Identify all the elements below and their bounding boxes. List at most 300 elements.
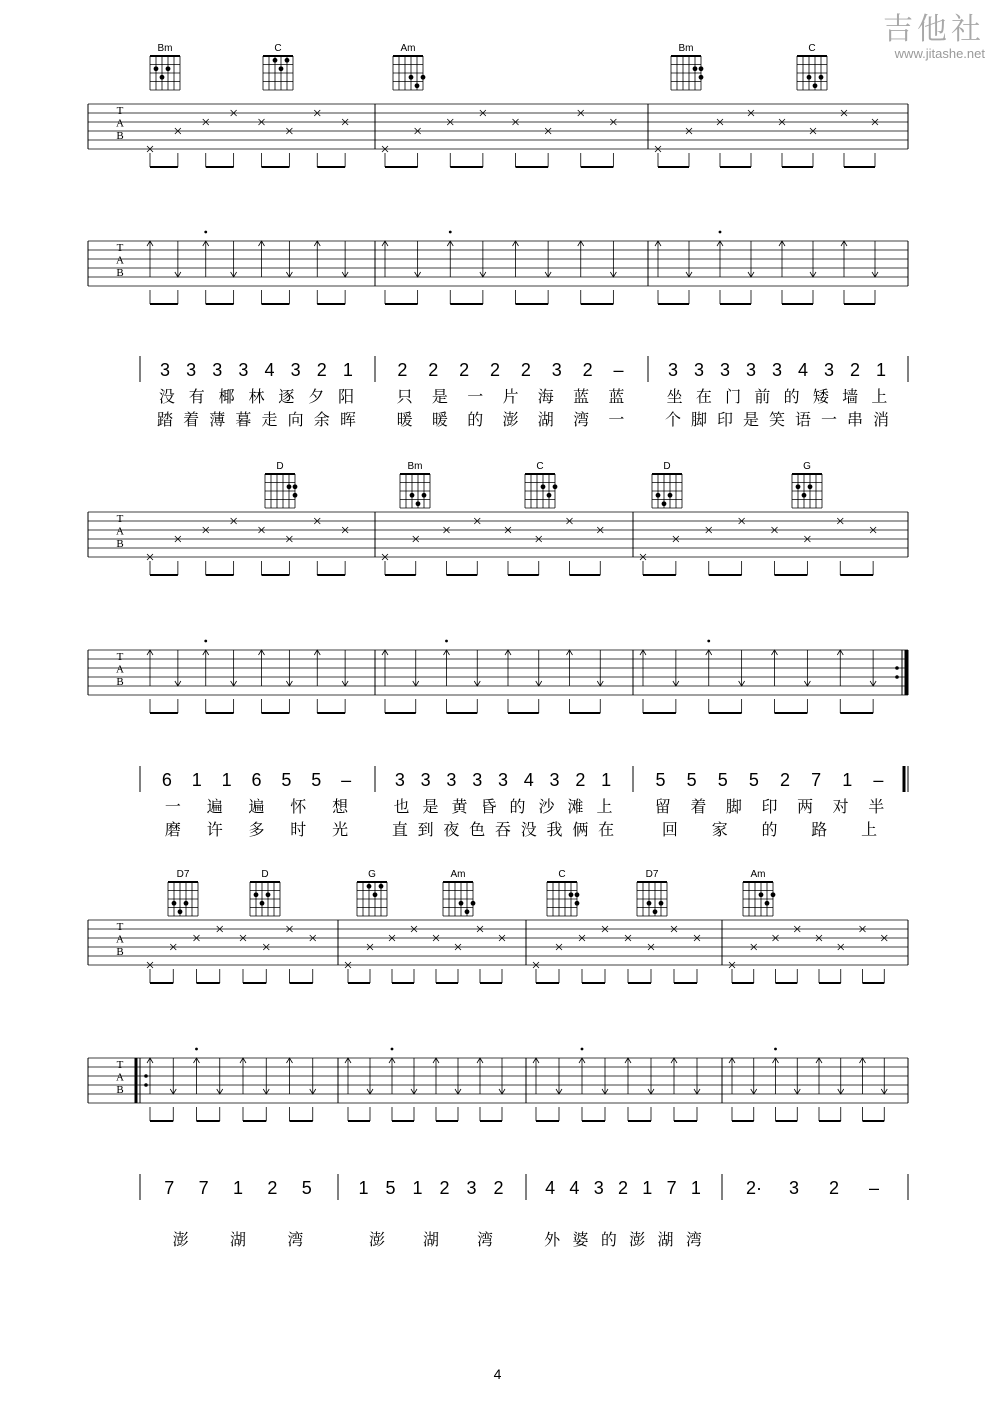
lyric-line2: 路: [811, 820, 828, 839]
jianpu-note: 2: [828, 1178, 840, 1198]
lyric-line2: 多: [248, 820, 265, 839]
lyric-line2: 湾: [573, 410, 590, 429]
jianpu-note: –: [341, 770, 352, 790]
lyric-line2: 一: [608, 410, 625, 429]
jianpu-note: 3: [212, 360, 223, 380]
finger-dot: [373, 892, 378, 897]
lyric-line1: 一: [164, 797, 181, 816]
lyric-line1: 澎: [629, 1230, 646, 1249]
chord-name: Bm: [407, 461, 423, 472]
finger-dot: [273, 58, 278, 63]
finger-dot: [409, 75, 414, 80]
tab-letter: A: [116, 254, 124, 267]
lyric-line1: 对: [832, 797, 849, 816]
jianpu-note: 1: [232, 1178, 244, 1198]
chord-name: D: [261, 869, 269, 880]
lyric-line2: 串: [846, 410, 864, 429]
lyric-line1: 蓝: [573, 387, 590, 406]
lyric-line1: 滩: [567, 797, 584, 816]
lyric-line2: 印: [716, 410, 734, 429]
finger-dot: [808, 484, 813, 489]
lyric-line2: 俩: [572, 820, 589, 839]
jianpu-note: 5: [655, 770, 666, 790]
lyric-line1: 也: [393, 797, 410, 816]
tab-letter: T: [116, 1059, 124, 1071]
lyric-line2: 语: [794, 410, 812, 429]
jianpu-note: 2: [439, 1178, 450, 1198]
chord-diagram-bm: [150, 43, 180, 90]
chord-name: C: [536, 461, 544, 472]
finger-dot: [656, 493, 661, 498]
jianpu-note: 1: [875, 360, 887, 380]
strum-pattern: [147, 231, 878, 304]
finger-dot: [172, 901, 177, 906]
chord-diagram-c: [525, 461, 557, 508]
tab-staff: [88, 104, 908, 149]
tab-staff: [88, 920, 908, 965]
lyric-line1: 海: [537, 387, 554, 406]
lyric-line1: 留: [654, 797, 671, 816]
finger-dot: [699, 75, 704, 80]
lyric-line2: 家: [711, 820, 728, 839]
jianpu-note: 7: [811, 770, 822, 790]
numbered-notation-row: [140, 356, 908, 429]
lyric-line2: 的: [761, 820, 778, 839]
lyric-line2: 着: [183, 410, 200, 429]
jianpu-note: 2: [575, 770, 586, 790]
jianpu-note: 3: [472, 770, 483, 790]
lyric-line2: 暮: [235, 410, 252, 429]
jianpu-note: 7: [164, 1178, 175, 1198]
repeat-dot: [895, 675, 899, 679]
chord-diagram-c: [547, 869, 579, 916]
finger-dot: [260, 901, 265, 906]
jianpu-note: 6: [161, 770, 172, 790]
strum-pattern: [147, 1048, 887, 1121]
lyric-line2: 一: [820, 410, 838, 429]
jianpu-note: 4: [523, 770, 534, 790]
lyric-line1: 湖: [422, 1230, 440, 1249]
chord-diagram-am: [393, 43, 425, 90]
chord-name: C: [274, 43, 282, 54]
accent-dot: [707, 640, 710, 643]
finger-dot: [765, 901, 770, 906]
lyric-line1: 片: [502, 387, 519, 406]
finger-dot: [699, 66, 704, 71]
lyric-line1: 是: [422, 797, 439, 816]
jianpu-note: 1: [358, 1178, 369, 1198]
finger-dot: [802, 493, 807, 498]
jianpu-note: 7: [666, 1178, 677, 1198]
jianpu-note: 6: [251, 770, 262, 790]
lyric-line2: 色: [469, 820, 486, 839]
tab-letter: B: [116, 946, 124, 959]
chord-name: Am: [400, 43, 416, 54]
jianpu-note: 3: [238, 360, 249, 380]
accent-dot: [449, 231, 452, 234]
finger-dot: [819, 75, 824, 80]
lyric-line2: 湖: [537, 410, 554, 429]
lyric-line1: 湖: [657, 1230, 674, 1249]
chord-diagram-d7: [168, 869, 198, 916]
lyric-line2: 我: [546, 820, 563, 839]
jianpu-note: 3: [771, 360, 783, 380]
lyric-line1: 的: [509, 797, 526, 816]
finger-dot: [659, 901, 664, 906]
lyric-line2: 是: [742, 410, 760, 429]
chord-diagram-c: [797, 43, 827, 90]
jianpu-note: 2: [459, 360, 470, 380]
jianpu-note: 3: [186, 360, 197, 380]
lyric-line1: 墙: [842, 387, 859, 406]
lyric-line1: 是: [431, 387, 448, 406]
jianpu-note: 2: [316, 360, 327, 380]
finger-dot: [410, 493, 415, 498]
jianpu-note: 3: [466, 1178, 477, 1198]
jianpu-note: 4: [797, 360, 809, 380]
lyric-line1: 澎: [368, 1230, 386, 1249]
jianpu-note: 5: [686, 770, 697, 790]
tab-letter: T: [116, 105, 124, 117]
jianpu-note: 4: [264, 360, 275, 380]
lyric-line1: 林: [248, 387, 265, 406]
jianpu-note: –: [868, 1178, 880, 1198]
lyric-line1: 着: [690, 797, 707, 816]
chord-name: D7: [176, 869, 190, 880]
jianpu-note: 2: [267, 1178, 278, 1198]
jianpu-note: –: [873, 770, 884, 790]
finger-dot: [575, 901, 580, 906]
jianpu-note: 2·: [745, 1178, 763, 1198]
lyric-line2: 薄: [209, 410, 226, 429]
repeat-dot: [144, 1083, 148, 1087]
jianpu-note: 3: [823, 360, 835, 380]
jianpu-note: 3: [719, 360, 731, 380]
lyric-line1: 湾: [287, 1230, 304, 1249]
chord-diagram-d: [652, 461, 682, 508]
numbered-notation-row: [140, 766, 908, 839]
lyric-line1: 只: [396, 387, 413, 406]
chord-name: G: [368, 869, 376, 880]
finger-dot: [653, 909, 658, 914]
numbered-notation-row: [140, 1174, 908, 1249]
finger-dot: [422, 493, 427, 498]
finger-dot: [668, 493, 673, 498]
chord-name: Bm: [157, 43, 173, 54]
jianpu-note: 5: [311, 770, 322, 790]
picking-pattern: [147, 110, 878, 167]
jianpu-note: 5: [748, 770, 759, 790]
chord-diagram-am: [443, 869, 475, 916]
lyric-line2: 暖: [431, 410, 448, 429]
finger-dot: [367, 884, 372, 889]
tab-letter: T: [116, 921, 124, 933]
jianpu-note: 2: [617, 1178, 629, 1198]
chord-diagram-g: [357, 869, 387, 916]
finger-dot: [160, 75, 165, 80]
chord-name: D: [663, 461, 671, 472]
lyric-line1: 上: [871, 387, 888, 406]
lyric-line1: 想: [332, 797, 349, 816]
lyric-line2: 消: [872, 410, 890, 429]
lyric-line2: 夜: [443, 820, 460, 839]
jianpu-note: 2: [849, 360, 861, 380]
lyric-line1: 半: [868, 797, 885, 816]
accent-dot: [204, 640, 207, 643]
chord-diagram-c: [263, 43, 293, 90]
lyric-line2: 个: [664, 410, 682, 429]
finger-dot: [379, 884, 384, 889]
lyric-line1: 矮: [812, 387, 829, 406]
lyric-line1: 怀: [290, 797, 307, 816]
finger-dot: [178, 909, 183, 914]
watermark: [883, 4, 985, 61]
tab-letter: B: [116, 538, 124, 551]
chord-name: C: [558, 869, 566, 880]
tab-staff: [88, 650, 908, 695]
tab-letter: T: [116, 513, 124, 525]
finger-dot: [287, 484, 292, 489]
lyric-line1: 门: [725, 387, 742, 406]
lyric-line1: 两: [797, 797, 814, 816]
jianpu-note: 3: [549, 770, 560, 790]
finger-dot: [415, 83, 420, 88]
lyric-line1: 夕: [308, 387, 325, 406]
lyric-line2: 澎: [502, 410, 519, 429]
chord-name: Am: [750, 869, 766, 880]
jianpu-note: 1: [342, 360, 353, 380]
finger-dot: [647, 901, 652, 906]
finger-dot: [285, 58, 290, 63]
jianpu-note: 2: [582, 360, 593, 380]
lyric-line1: 黄: [451, 797, 468, 816]
lyric-line2: 直: [391, 820, 408, 839]
accent-dot: [391, 1048, 394, 1051]
tab-letter: A: [116, 525, 124, 538]
lyric-line1: 蓝: [608, 387, 625, 406]
picking-pattern: [147, 518, 876, 575]
chord-name: G: [803, 461, 811, 472]
repeat-dot: [895, 666, 899, 670]
chord-diagram-d: [265, 461, 297, 508]
accent-dot: [445, 640, 448, 643]
finger-dot: [266, 892, 271, 897]
finger-dot: [166, 66, 171, 71]
tab-letter: T: [116, 242, 124, 254]
lyric-line1: 湾: [685, 1230, 702, 1249]
jianpu-note: 2: [490, 360, 501, 380]
lyric-line1: 外: [544, 1230, 561, 1249]
lyric-line2: 余: [313, 410, 330, 429]
lyric-line2: 上: [861, 820, 878, 839]
repeat-dot: [144, 1074, 148, 1078]
jianpu-note: 3: [551, 360, 562, 380]
jianpu-note: 3: [497, 770, 509, 790]
lyric-line1: 遍: [206, 797, 223, 816]
picking-pattern: [147, 926, 887, 983]
finger-dot: [184, 901, 189, 906]
lyric-line2: 光: [332, 820, 349, 839]
tab-letter: B: [116, 1084, 124, 1097]
finger-dot: [662, 501, 667, 506]
jianpu-note: 5: [281, 770, 292, 790]
lyric-line1: 坐: [666, 387, 683, 406]
lyric-line1: 的: [783, 387, 800, 406]
jianpu-note: 2: [493, 1178, 504, 1198]
jianpu-note: 1: [412, 1178, 423, 1198]
finger-dot: [693, 66, 698, 71]
jianpu-note: 2: [520, 360, 531, 380]
jianpu-note: 4: [545, 1178, 556, 1198]
lyric-line2: 没: [520, 820, 537, 839]
jianpu-note: 5: [717, 770, 728, 790]
tab-letter: B: [116, 676, 124, 689]
finger-dot: [154, 66, 159, 71]
jianpu-note: 5: [385, 1178, 396, 1198]
lyric-line1: 有: [188, 387, 205, 406]
lyric-line2: 走: [261, 410, 278, 429]
lyric-line1: 一: [467, 387, 484, 406]
jianpu-note: 4: [569, 1178, 580, 1198]
jianpu-note: 1: [842, 770, 853, 790]
lyric-line2: 吞: [494, 820, 512, 839]
lyric-line1: 澎: [172, 1230, 189, 1249]
lyric-line2: 暖: [396, 410, 413, 429]
tab-letter: A: [116, 663, 124, 676]
chord-name: Bm: [678, 43, 694, 54]
chord-diagram-bm: [400, 461, 430, 508]
lyric-line1: 脚: [725, 797, 742, 816]
finger-dot: [796, 484, 801, 489]
jianpu-note: 3: [693, 360, 705, 380]
jianpu-note: 1: [601, 770, 612, 790]
jianpu-note: 1: [642, 1178, 653, 1198]
chord-diagram-g: [792, 461, 822, 508]
jianpu-note: 3: [667, 360, 679, 380]
tab-staff: [88, 512, 908, 557]
finger-dot: [293, 484, 298, 489]
finger-dot: [293, 493, 298, 498]
finger-dot: [813, 83, 818, 88]
finger-dot: [541, 484, 546, 489]
lyric-line2: 的: [467, 410, 484, 429]
tab-letter: T: [116, 651, 124, 663]
finger-dot: [465, 909, 470, 914]
chord-name: Am: [450, 869, 466, 880]
lyric-line2: 笑: [768, 410, 786, 429]
jianpu-note: 3: [745, 360, 757, 380]
jianpu-note: 3: [290, 360, 301, 380]
lyric-line1: 的: [600, 1230, 617, 1249]
lyric-line1: 沙: [538, 797, 555, 816]
lyric-line2: 磨: [164, 820, 181, 839]
finger-dot: [569, 892, 574, 897]
finger-dot: [421, 75, 426, 80]
chord-name: C: [808, 43, 816, 54]
chord-diagram-d: [250, 869, 280, 916]
finger-dot: [771, 892, 776, 897]
lyric-line1: 没: [158, 387, 175, 406]
finger-dot: [416, 501, 421, 506]
lyric-line1: 湾: [476, 1230, 494, 1249]
finger-dot: [807, 75, 812, 80]
lyric-line1: 印: [761, 797, 778, 816]
lyric-line2: 在: [598, 820, 615, 839]
jianpu-note: 5: [301, 1178, 312, 1198]
tab-staff: [88, 241, 908, 286]
lyric-line2: 回: [661, 820, 678, 839]
accent-dot: [204, 231, 207, 234]
finger-dot: [254, 892, 259, 897]
chord-diagram-bm: [671, 43, 703, 90]
lyric-line1: 逐: [278, 387, 295, 406]
jianpu-note: 3: [593, 1178, 604, 1198]
lyric-line1: 湖: [229, 1230, 247, 1249]
finger-dot: [279, 66, 284, 71]
jianpu-note: 1: [191, 770, 202, 790]
tab-letter: B: [116, 267, 124, 280]
lyric-line2: 向: [287, 410, 304, 429]
jianpu-note: 7: [198, 1178, 209, 1198]
accent-dot: [719, 231, 722, 234]
watermark-logo: 吉他社: [883, 12, 985, 47]
chord-name: D7: [645, 869, 659, 880]
finger-dot: [547, 493, 552, 498]
lyric-line1: 上: [596, 797, 613, 816]
finger-dot: [553, 484, 558, 489]
page-number: 4: [493, 1366, 502, 1382]
lyric-line1: 阳: [338, 387, 355, 406]
lyric-line2: 时: [290, 820, 307, 839]
finger-dot: [575, 892, 580, 897]
jianpu-note: 3: [788, 1178, 800, 1198]
lyric-line1: 椰: [218, 387, 235, 406]
lyric-line2: 脚: [690, 410, 708, 429]
jianpu-note: 2: [780, 770, 791, 790]
jianpu-note: 3: [420, 770, 431, 790]
lyric-line1: 婆: [572, 1230, 589, 1249]
jianpu-note: 1: [221, 770, 232, 790]
accent-dot: [581, 1048, 584, 1051]
jianpu-note: 3: [394, 770, 405, 790]
jianpu-note: 3: [160, 360, 171, 380]
jianpu-note: 2: [397, 360, 408, 380]
tab-staff: [88, 1058, 908, 1103]
tab-letter: A: [116, 117, 124, 130]
lyric-line1: 在: [695, 387, 712, 406]
finger-dot: [459, 901, 464, 906]
lyric-line1: 前: [754, 387, 771, 406]
jianpu-note: 3: [446, 770, 457, 790]
accent-dot: [195, 1048, 198, 1051]
finger-dot: [759, 892, 764, 897]
chord-diagram-am: [743, 869, 775, 916]
jianpu-note: –: [613, 360, 624, 380]
tab-letter: A: [116, 1071, 124, 1084]
chord-name: D: [276, 461, 284, 472]
lyric-line2: 到: [417, 820, 434, 839]
lyric-line2: 踏: [157, 410, 174, 429]
chord-diagram-d7: [637, 869, 667, 916]
lyric-line2: 晖: [339, 410, 356, 429]
tab-letter: A: [116, 933, 124, 946]
jianpu-note: 2: [428, 360, 439, 380]
watermark-url: www.jitashe.net: [894, 46, 985, 61]
accent-dot: [774, 1048, 777, 1051]
lyric-line1: 遍: [248, 797, 265, 816]
lyric-line1: 昏: [480, 797, 497, 816]
lyric-line2: 许: [206, 820, 223, 839]
